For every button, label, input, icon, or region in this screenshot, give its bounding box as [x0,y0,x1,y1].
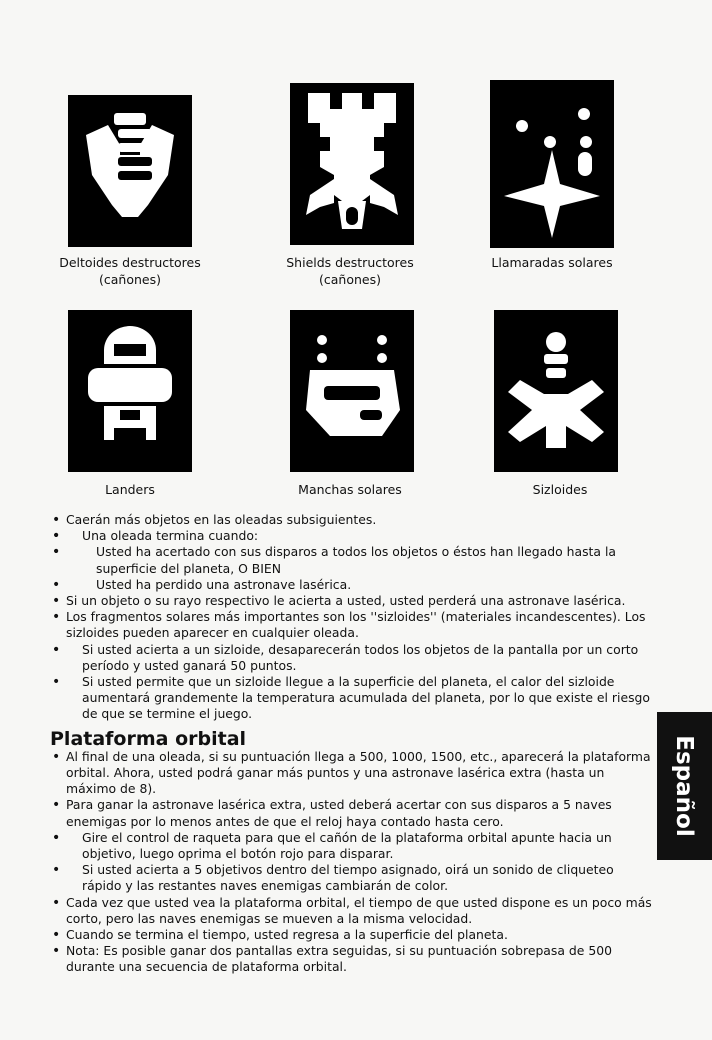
sub-list-item: • • Usted ha acertado con sus disparos a todos los objetos o éstos han llegado hasta la superficie del planeta, O BIEN [50,544,655,576]
bullet-list [50,749,655,976]
language-tab [657,712,712,860]
sprite-caption-deltoides: Deltoides destructores (cañones) [59,255,201,287]
sizloid-sprite [494,310,618,472]
list-item: • Los fragmentos solares más importantes son los ''sizloides'' (materiales incandescentes). Los sizloides pueden aparecer en cualquier oleada. [50,609,655,641]
sub-list-item: • • Una oleada termina cuando: [50,528,655,544]
sprite-caption-shields: Shields destructores (cañones) [286,255,414,287]
list-item [50,830,655,895]
list-item [50,642,655,723]
sprite-caption-landers: Landers [105,482,155,497]
section-heading: Plataforma orbital [50,727,247,750]
sub-list-item: • Usted ha perdido una astronave lasérica. [50,577,655,593]
sub-list-item: • Si usted acierta a 5 objetivos dentro del tiempo asignado, oirá un sonido de cliqueteo rápido y las restantes naves enemigas cambiarán de color. [50,862,655,894]
lander-sprite [68,310,192,472]
list-item [50,544,655,593]
sub-list-item: • • Gire el control de raqueta para que el cañón de la plataforma orbital apunte hacia un objetivo, luego oprima el botón rojo para disparar. [50,830,655,862]
sub-list-item: • Si usted permite que un sizloide llegue a la superficie del planeta, el calor del sizloide aumentará grandemente la temperatura acumulada del planeta, por lo que existe el riesgo de que se termine el juego. [50,674,655,723]
sprite-caption-manchas: Manchas solares [298,482,402,497]
sprite-caption-sizloides: Sizloides [532,482,588,497]
language-tab-label: Español [671,735,697,837]
bullet-list [50,512,655,723]
list-item [50,528,655,544]
sunspot-sprite [290,310,414,472]
list-item: • Cada vez que usted vea la plataforma orbital, el tiempo de que usted dispone es un poco más corto, pero las naves enemigas se mueven a la misma velocidad. [50,895,655,927]
list-item: • Si un objeto o su rayo respectivo le acierta a usted, usted perderá una astronave lasérica. [50,593,655,609]
main-text [50,512,655,976]
sub-list-item: • • Si usted acierta a un sizloide, desaparecerán todos los objetos de la pantalla por un corto período y usted ganará 50 puntos. [50,642,655,674]
shield-destroyer-sprite [290,83,414,245]
deltoid-destroyer-sprite [68,95,192,247]
list-item: • Para ganar la astronave lasérica extra, usted deberá acertar con sus disparos a 5 naves enemigas por lo menos antes de que el reloj haya contado hasta cero. [50,797,655,829]
sprite-caption-llamaradas: Llamaradas solares [491,255,613,270]
list-item: • Al final de una oleada, si su puntuación llega a 500, 1000, 1500, etc., aparecerá la plataforma orbital. Ahora, usted podrá ganar más puntos y una astronave lasérica extra (hasta un máximo de 8). [50,749,655,798]
solar-flare-sprite [490,80,614,248]
list-item: • Caerán más objetos en las oleadas subsiguientes. [50,512,655,528]
list-item: • Nota: Es posible ganar dos pantallas extra seguidas, si su puntuación sobrepasa de 500 durante una secuencia de plataforma orbital. [50,943,655,975]
list-item: • Cuando se termina el tiempo, usted regresa a la superficie del planeta. [50,927,655,943]
